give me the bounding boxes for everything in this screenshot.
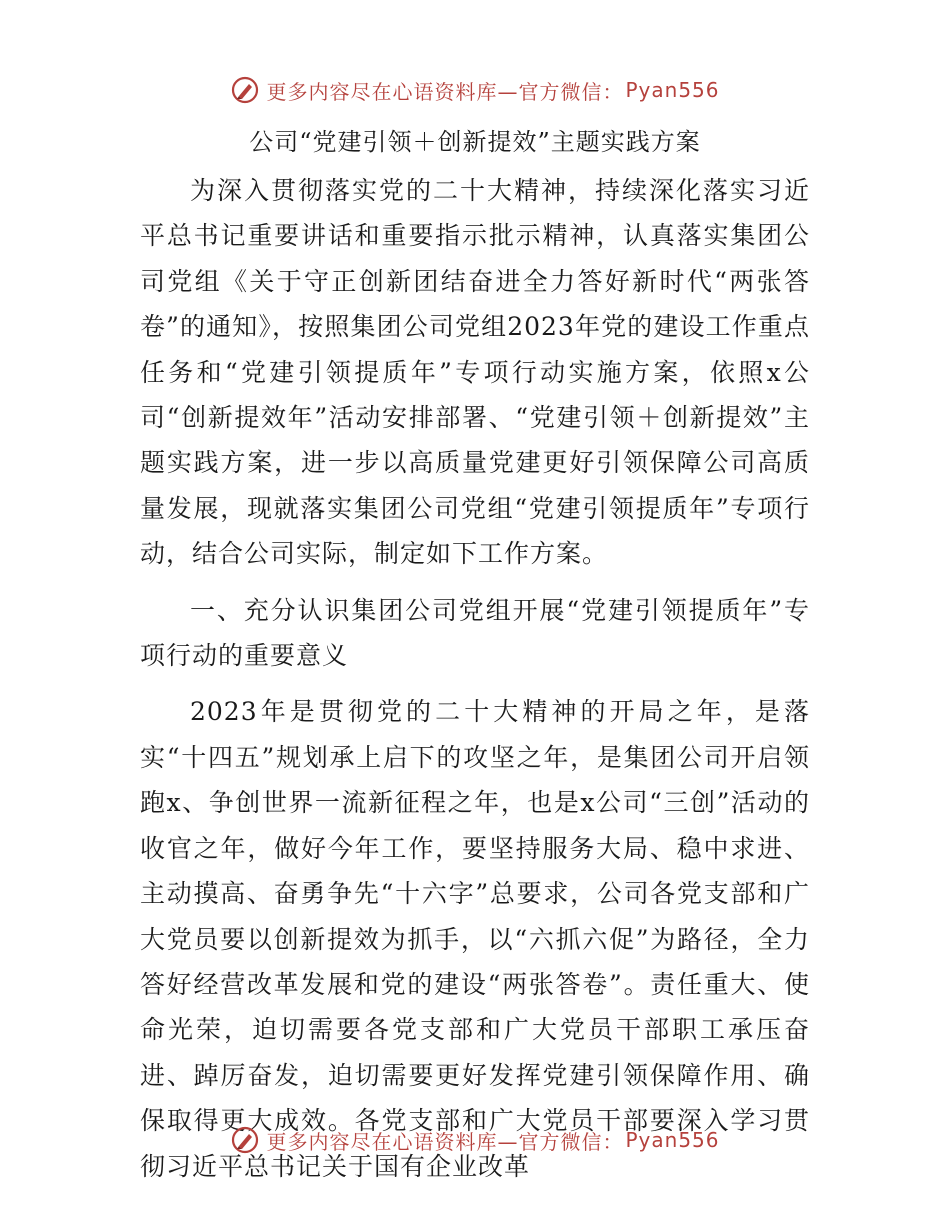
watermark-wechat-id: Pyan556	[625, 78, 720, 102]
pen-logo-icon	[230, 75, 260, 105]
paragraph-intro: 为深入贯彻落实党的二十大精神，持续深化落实习近平总书记重要讲话和重要指示批示精神，认真落实集团公司党组《关于守正创新团结奋进全力答好新时代“两张答卷”的通知》，按照集团公司党组2023年党的建设工作重点任务和“党建引领提质年”专项行动实施方案，依照x公司“创新提效年”活动安排部署、“党建引领＋创新提效”主题实践方案，进一步以高质量党建更好引领保障公司高质量发展，现就落实集团公司党组“党建引领提质年”专项行动，结合公司实际，制定如下工作方案。	[140, 176, 810, 569]
pen-logo-icon	[230, 1125, 260, 1155]
watermark-wechat-id: Pyan556	[625, 1128, 720, 1152]
document-body	[140, 168, 810, 1200]
watermark-banner-top	[0, 70, 950, 110]
watermark-banner-bottom	[0, 1120, 950, 1160]
paragraph-section-1: 2023年是贯彻党的二十大精神的开局之年，是落实“十四五”规划承上启下的攻坚之年，是集团公司开启领跑x、争创世界一流新征程之年，也是x公司“三创”活动的收官之年，做好今年工作，要坚持服务大局、稳中求进、主动摸高、奋勇争先“十六字”总要求，公司各党支部和广大党员要以创新提效为抓手，以“六抓六促”为路径，全力答好经营改革发展和党的建设“两张答卷”。责任重大、使命光荣，迫切需要各党支部和广大党员干部职工承压奋进、踔厉奋发，迫切需要更好发挥党建引领保障作用、确保取得更大成效。各党支部和广大党员干部要深入学习贯彻习近平总书记关于国有企业改革	[140, 697, 810, 1181]
watermark-text: 更多内容尽在心语资料库—官方微信：	[266, 1129, 624, 1154]
section-heading-1: 一、充分认识集团公司党组开展“党建引领提质年”专项行动的重要意义	[140, 595, 810, 671]
document-title: 公司“党建引领＋创新提效”主题实践方案	[249, 128, 701, 156]
watermark-text: 更多内容尽在心语资料库—官方微信：	[266, 79, 624, 104]
